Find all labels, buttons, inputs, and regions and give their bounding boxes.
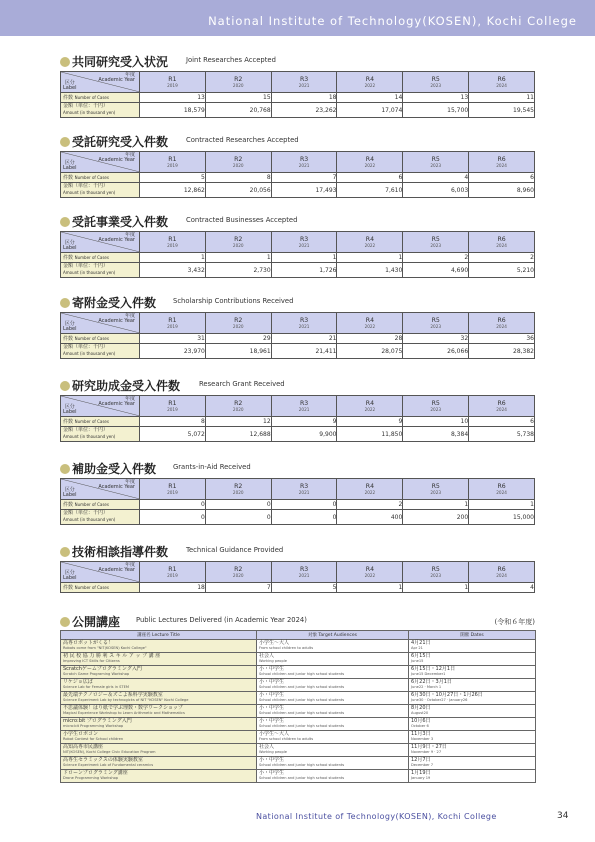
cases-value: 13 <box>140 93 206 103</box>
section-title: 受託事業受入件数 <box>72 215 169 229</box>
cases-value: 21 <box>271 334 337 344</box>
cases-value: 0 <box>205 500 271 510</box>
year-header-4: R5 2023 <box>403 479 469 500</box>
cases-value: 1 <box>469 500 535 510</box>
cases-row <box>61 93 535 103</box>
lecture-date-cell: 11月3日 November 3 <box>409 731 536 744</box>
amount-value: 12,862 <box>140 183 206 198</box>
bullet-dot-icon <box>60 547 70 557</box>
amount-value: 17,493 <box>271 183 337 198</box>
year-header-row <box>61 313 535 334</box>
cases-value: 5 <box>271 583 337 593</box>
year-header-row <box>61 396 535 417</box>
cases-value: 2 <box>337 500 403 510</box>
corner-cell <box>61 72 140 93</box>
cases-row <box>61 173 535 183</box>
year-header-5: R6 2024 <box>469 313 535 334</box>
lecture-title-cell: 高専ロボットがくる！ Robots come from "NIT(KOSEN) Kochi College" <box>61 640 257 653</box>
year-header-3: R4 2022 <box>337 562 403 583</box>
lecture-audience-cell: 小・中学生 School children and junior high school students <box>257 666 409 679</box>
year-header-0: R1 2019 <box>140 232 206 253</box>
section-subtitle: Scholarship Contributions Received <box>173 297 294 305</box>
cases-value: 18 <box>140 583 206 593</box>
lecture-title-cell: ドローンプログラミング講座 Drone Programming Workshop <box>61 770 257 783</box>
cases-value: 11 <box>469 93 535 103</box>
amount-value: 20,768 <box>205 103 271 118</box>
amount-value: 4,690 <box>403 263 469 278</box>
section-table <box>60 151 535 198</box>
bullet-dot-icon <box>60 464 70 474</box>
cases-value: 29 <box>205 334 271 344</box>
cases-value: 2 <box>403 253 469 263</box>
year-header-2: R3 2021 <box>271 72 337 93</box>
corner-cell <box>61 152 140 173</box>
lecture-row <box>61 770 536 783</box>
lecture-row <box>61 744 536 757</box>
amount-value: 6,003 <box>403 183 469 198</box>
section-title: 受託研究受入件数 <box>72 135 169 149</box>
year-header-row <box>61 232 535 253</box>
header-banner-text: National Institute of Technology(KOSEN), Kochi College <box>208 14 577 28</box>
corner-year-label: 年度 Academic Year <box>98 313 135 324</box>
year-header-3: R4 2022 <box>337 232 403 253</box>
cases-label: 件数 Number of Cases <box>61 500 140 510</box>
corner-year-label: 年度 Academic Year <box>98 562 135 573</box>
cases-value: 4 <box>403 173 469 183</box>
section-table <box>60 395 535 442</box>
section-title: 補助金受入件数 <box>72 462 157 476</box>
cases-label: 件数 Number of Cases <box>61 417 140 427</box>
section-table <box>60 312 535 359</box>
year-header-5: R6 2024 <box>469 479 535 500</box>
year-header-1: R2 2020 <box>205 479 271 500</box>
lecture-title-cell: リケジョ広ば Science Lab for Female girls in STEM <box>61 679 257 692</box>
cases-value: 8 <box>140 417 206 427</box>
cases-value: 2 <box>469 253 535 263</box>
corner-label: 区分 Label <box>63 80 77 91</box>
cases-value: 8 <box>205 173 271 183</box>
lecture-date-cell: 8月20日 August20 <box>409 705 536 718</box>
section-subtitle: Contracted Researches Accepted <box>186 136 299 144</box>
amount-value: 200 <box>403 510 469 525</box>
corner-label: 区分 Label <box>63 160 77 171</box>
section-subtitle: Grants-in-Aid Received <box>173 463 251 471</box>
year-header-4: R5 2023 <box>403 72 469 93</box>
lecture-row <box>61 653 536 666</box>
lecture-row <box>61 666 536 679</box>
amount-value: 15,000 <box>469 510 535 525</box>
corner-label: 区分 Label <box>63 570 77 581</box>
year-header-3: R4 2022 <box>337 72 403 93</box>
cases-value: 1 <box>205 253 271 263</box>
lectures-col-title: 講座名 Lecture Title <box>61 631 257 640</box>
year-header-1: R2 2020 <box>205 313 271 334</box>
lectures-subtitle: Public Lectures Delivered (in Academic Year 2024) <box>136 616 307 624</box>
bullet-dot-icon <box>60 381 70 391</box>
amount-value: 5,738 <box>469 427 535 442</box>
cases-value: 15 <box>205 93 271 103</box>
bullet-dot-icon <box>60 217 70 227</box>
amount-value: 1,430 <box>337 263 403 278</box>
cases-value: 12 <box>205 417 271 427</box>
section-subtitle: Technical Guidance Provided <box>186 546 284 554</box>
cases-value: 6 <box>337 173 403 183</box>
lecture-title-cell: 初 民 校 協 力 勝 利 ス キ ル ア ッ プ 講 座 Improving ICT Skills for Citizens <box>61 653 257 666</box>
cases-value: 1 <box>337 253 403 263</box>
amount-value: 23,262 <box>271 103 337 118</box>
amount-label: 金額（単位：千円） Amount (in thousand yen) <box>61 183 140 198</box>
cases-value: 1 <box>140 253 206 263</box>
cases-row <box>61 583 535 593</box>
year-header-row <box>61 152 535 173</box>
amount-value: 23,970 <box>140 344 206 359</box>
amount-value: 15,700 <box>403 103 469 118</box>
corner-year-label: 年度 Academic Year <box>98 72 135 83</box>
year-header-1: R2 2020 <box>205 396 271 417</box>
section-table <box>60 478 535 525</box>
corner-cell <box>61 232 140 253</box>
section-subtitle: Joint Researches Accepted <box>186 56 276 64</box>
lectures-header-row <box>61 631 536 640</box>
corner-cell <box>61 396 140 417</box>
section-0 <box>60 53 535 115</box>
year-header-2: R3 2021 <box>271 562 337 583</box>
lecture-date-cell: 11月9日・27日 November 9 · 27 <box>409 744 536 757</box>
year-header-3: R4 2022 <box>337 313 403 334</box>
lecture-row <box>61 679 536 692</box>
year-header-2: R3 2021 <box>271 396 337 417</box>
lecture-row <box>61 705 536 718</box>
amount-value: 19,545 <box>469 103 535 118</box>
lecture-audience-cell: 小学生～大人 From school children to adults <box>257 640 409 653</box>
corner-label: 区分 Label <box>63 404 77 415</box>
amount-row <box>61 427 535 442</box>
year-header-row <box>61 72 535 93</box>
corner-year-label: 年度 Academic Year <box>98 152 135 163</box>
year-header-1: R2 2020 <box>205 232 271 253</box>
cases-row <box>61 253 535 263</box>
cases-value: 10 <box>403 417 469 427</box>
amount-row <box>61 263 535 278</box>
cases-value: 1 <box>271 253 337 263</box>
lectures-section-head <box>60 613 535 631</box>
year-header-2: R3 2021 <box>271 313 337 334</box>
amount-value: 11,850 <box>337 427 403 442</box>
page-number: 34 <box>557 811 569 821</box>
amount-value: 28,382 <box>469 344 535 359</box>
section-title: 技術相談指導件数 <box>72 545 169 559</box>
amount-value: 12,688 <box>205 427 271 442</box>
cases-label: 件数 Number of Cases <box>61 253 140 263</box>
bullet-dot-icon <box>60 57 70 67</box>
section-subtitle: Contracted Businesses Accepted <box>186 216 298 224</box>
section-table <box>60 71 535 118</box>
section-5 <box>60 460 535 522</box>
amount-value: 21,411 <box>271 344 337 359</box>
year-header-3: R4 2022 <box>337 152 403 173</box>
bullet-dot-icon <box>60 137 70 147</box>
corner-cell <box>61 562 140 583</box>
corner-year-label: 年度 Academic Year <box>98 479 135 490</box>
year-header-row <box>61 562 535 583</box>
cases-value: 31 <box>140 334 206 344</box>
section-1 <box>60 133 535 195</box>
amount-value: 5,210 <box>469 263 535 278</box>
cases-label: 件数 Number of Cases <box>61 334 140 344</box>
amount-value: 18,579 <box>140 103 206 118</box>
year-header-5: R6 2024 <box>469 396 535 417</box>
section-title: 共同研究受入状況 <box>72 55 169 69</box>
section-table <box>60 231 535 278</box>
cases-value: 13 <box>403 93 469 103</box>
lecture-audience-cell: 小・中学生 School children and junior high school students <box>257 705 409 718</box>
cases-value: 0 <box>271 500 337 510</box>
corner-year-label: 年度 Academic Year <box>98 232 135 243</box>
lectures-year-note: (令和６年度) <box>494 618 535 626</box>
corner-label: 区分 Label <box>63 321 77 332</box>
bullet-dot-icon <box>60 617 70 627</box>
cases-value: 6 <box>469 173 535 183</box>
amount-label: 金額（単位：千円） Amount (in thousand yen) <box>61 263 140 278</box>
amount-value: 2,730 <box>205 263 271 278</box>
cases-row <box>61 500 535 510</box>
lecture-audience-cell: 小学生～大人 From school children to adults <box>257 731 409 744</box>
lecture-date-cell: 6月15日・12月1日 June15 December1 <box>409 666 536 679</box>
lecture-title-cell: 小学生ロボコン Robot Contest for School children <box>61 731 257 744</box>
cases-value: 5 <box>140 173 206 183</box>
year-header-row <box>61 479 535 500</box>
year-header-4: R5 2023 <box>403 396 469 417</box>
amount-value: 8,960 <box>469 183 535 198</box>
year-header-5: R6 2024 <box>469 72 535 93</box>
amount-label: 金額（単位：千円） Amount (in thousand yen) <box>61 510 140 525</box>
lecture-row <box>61 757 536 770</box>
cases-value: 7 <box>271 173 337 183</box>
amount-label: 金額（単位：千円） Amount (in thousand yen) <box>61 344 140 359</box>
year-header-0: R1 2019 <box>140 152 206 173</box>
amount-value: 18,961 <box>205 344 271 359</box>
year-header-0: R1 2019 <box>140 562 206 583</box>
corner-year-label: 年度 Academic Year <box>98 396 135 407</box>
lecture-title-cell: 不思議体験！はり紙で学ぶ理数・数学ワークショップ Magical Experience Workshop to Learn Arithmetic and Mathematics <box>61 705 257 718</box>
year-header-2: R3 2021 <box>271 152 337 173</box>
year-header-0: R1 2019 <box>140 313 206 334</box>
year-header-5: R6 2024 <box>469 562 535 583</box>
cases-label: 件数 Number of Cases <box>61 173 140 183</box>
amount-value: 9,900 <box>271 427 337 442</box>
amount-value: 1,726 <box>271 263 337 278</box>
lecture-date-cell: 4月21日 Apr 21 <box>409 640 536 653</box>
year-header-4: R5 2023 <box>403 152 469 173</box>
lecture-title-cell: 高専生セラミックスの体験実験教室 Science Experiment Lab of Fundamental ceramics <box>61 757 257 770</box>
year-header-2: R3 2021 <box>271 479 337 500</box>
amount-value: 8,384 <box>403 427 469 442</box>
amount-row <box>61 103 535 118</box>
year-header-4: R5 2023 <box>403 313 469 334</box>
cases-row <box>61 417 535 427</box>
lectures-col-dates: 開催 Dates <box>409 631 536 640</box>
section-title: 研究助成金受入件数 <box>72 379 181 393</box>
footer-text: National Institute of Technology(KOSEN), Kochi College <box>256 812 497 821</box>
cases-value: 18 <box>271 93 337 103</box>
corner-cell <box>61 479 140 500</box>
amount-value: 5,072 <box>140 427 206 442</box>
lectures-title: 公開講座 <box>72 615 121 629</box>
header-banner <box>0 0 595 36</box>
cases-value: 14 <box>337 93 403 103</box>
cases-value: 4 <box>469 583 535 593</box>
lecture-title-cell: Scratchゲームプログラミング入門 Scratch Game Programing Workshop <box>61 666 257 679</box>
amount-label: 金額（単位：千円） Amount (in thousand yen) <box>61 103 140 118</box>
cases-value: 1 <box>337 583 403 593</box>
lecture-row <box>61 731 536 744</box>
cases-value: 36 <box>469 334 535 344</box>
amount-value: 400 <box>337 510 403 525</box>
lecture-audience-cell: 小・中学生 School children and junior high school students <box>257 718 409 731</box>
amount-row <box>61 344 535 359</box>
lecture-date-cell: 1月19日 January 19 <box>409 770 536 783</box>
year-header-0: R1 2019 <box>140 72 206 93</box>
cases-label: 件数 Number of Cases <box>61 93 140 103</box>
lecture-title-cell: 最先端テクノロジー＆ズこよ系科学実験教室 Science Experiment Lab by technogicks of NIT "KOSEN" Kochi College <box>61 692 257 705</box>
lecture-audience-cell: 小・中学生 School children and junior high school students <box>257 757 409 770</box>
lecture-row <box>61 718 536 731</box>
year-header-4: R5 2023 <box>403 232 469 253</box>
cases-label: 件数 Number of Cases <box>61 583 140 593</box>
cases-value: 6 <box>469 417 535 427</box>
year-header-1: R2 2020 <box>205 152 271 173</box>
lecture-date-cell: 12月7日 December 7 <box>409 757 536 770</box>
year-header-1: R2 2020 <box>205 72 271 93</box>
section-6 <box>60 543 535 591</box>
amount-value: 17,074 <box>337 103 403 118</box>
cases-value: 1 <box>403 583 469 593</box>
lecture-date-cell: 6月22日・3月1日 June22 · March 1 <box>409 679 536 692</box>
corner-label: 区分 Label <box>63 240 77 251</box>
amount-value: 0 <box>205 510 271 525</box>
year-header-3: R4 2022 <box>337 479 403 500</box>
cases-value: 1 <box>403 500 469 510</box>
section-subtitle: Research Grant Received <box>199 380 285 388</box>
cases-row <box>61 334 535 344</box>
amount-row <box>61 510 535 525</box>
lecture-row <box>61 692 536 705</box>
section-table <box>60 561 535 593</box>
amount-value: 0 <box>140 510 206 525</box>
cases-value: 9 <box>271 417 337 427</box>
lecture-date-cell: 6月30日・10月27日・1月26日 June30 · October27 · January26 <box>409 692 536 705</box>
section-2 <box>60 213 535 275</box>
year-header-1: R2 2020 <box>205 562 271 583</box>
amount-label: 金額（単位：千円） Amount (in thousand yen) <box>61 427 140 442</box>
lecture-audience-cell: 社会人 Working people <box>257 653 409 666</box>
amount-value: 7,610 <box>337 183 403 198</box>
lecture-audience-cell: 小・中学生 School children and junior high school students <box>257 679 409 692</box>
year-header-0: R1 2019 <box>140 396 206 417</box>
lectures-table <box>60 630 536 783</box>
lecture-audience-cell: 小・中学生 School children and junior high school students <box>257 692 409 705</box>
section-4 <box>60 377 535 439</box>
section-3 <box>60 294 535 356</box>
lecture-audience-cell: 社会人 Working people <box>257 744 409 757</box>
year-header-2: R3 2021 <box>271 232 337 253</box>
year-header-5: R6 2024 <box>469 152 535 173</box>
amount-value: 28,075 <box>337 344 403 359</box>
amount-value: 20,056 <box>205 183 271 198</box>
lecture-audience-cell: 小・中学生 School children and junior high school students <box>257 770 409 783</box>
corner-label: 区分 Label <box>63 487 77 498</box>
amount-value: 3,432 <box>140 263 206 278</box>
section-title: 寄附金受入件数 <box>72 296 157 310</box>
lecture-title-cell: 高知高専市民講座 NIT(KOSEN), Kochi College Civic Education Program <box>61 744 257 757</box>
lecture-date-cell: 6月15日 June15 <box>409 653 536 666</box>
year-header-4: R5 2023 <box>403 562 469 583</box>
lectures-col-audience: 対象 Target Audiences <box>257 631 409 640</box>
cases-value: 9 <box>337 417 403 427</box>
cases-value: 28 <box>337 334 403 344</box>
amount-value: 26,066 <box>403 344 469 359</box>
cases-value: 0 <box>140 500 206 510</box>
corner-cell <box>61 313 140 334</box>
year-header-3: R4 2022 <box>337 396 403 417</box>
cases-value: 7 <box>205 583 271 593</box>
year-header-0: R1 2019 <box>140 479 206 500</box>
amount-row <box>61 183 535 198</box>
lecture-title-cell: micro:bit プログラミング入門 micro:bit Programming Workshop <box>61 718 257 731</box>
bullet-dot-icon <box>60 298 70 308</box>
year-header-5: R6 2024 <box>469 232 535 253</box>
lecture-date-cell: 10月6日 October 6 <box>409 718 536 731</box>
lecture-row <box>61 640 536 653</box>
cases-value: 32 <box>403 334 469 344</box>
amount-value: 0 <box>271 510 337 525</box>
